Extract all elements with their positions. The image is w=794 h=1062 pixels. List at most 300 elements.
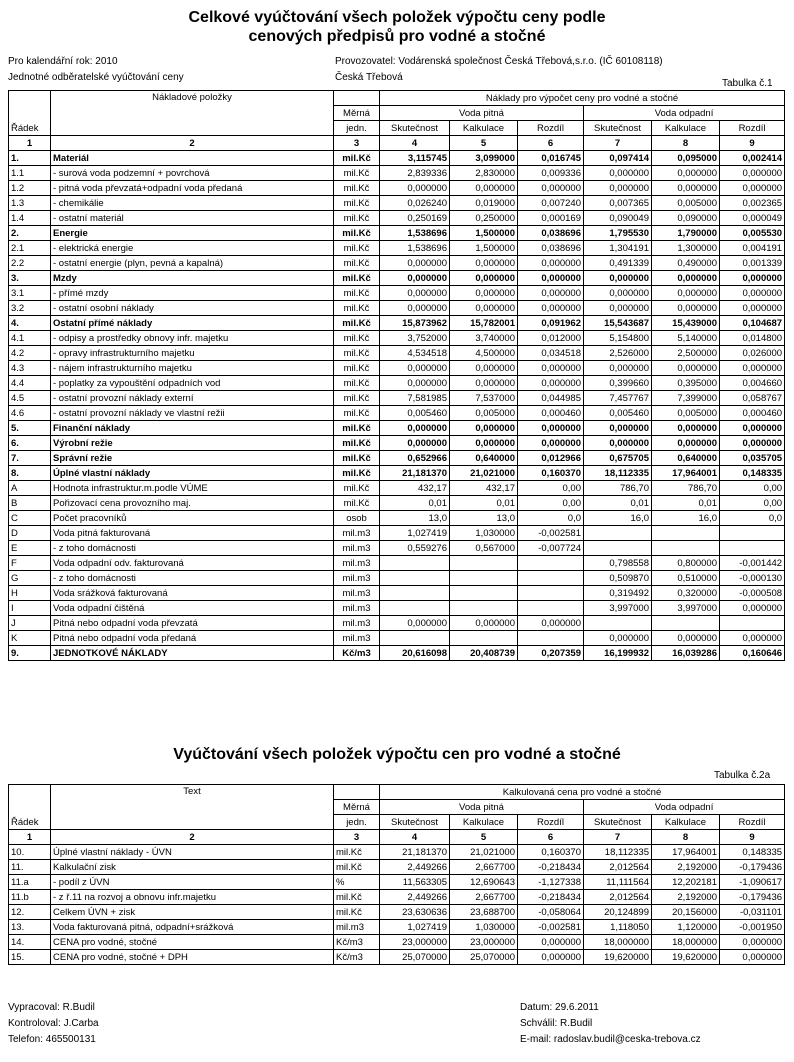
- table-cell: 7,399000: [652, 391, 720, 406]
- table-cell: 17,964001: [652, 845, 720, 860]
- table-cell: 9: [720, 830, 785, 845]
- table-cell: Skutečnost: [380, 121, 450, 136]
- table-cell: -0,002581: [518, 526, 584, 541]
- table-cell: 1: [9, 830, 51, 845]
- table-cell: Text: [51, 785, 334, 830]
- table-cell: 2.1: [9, 241, 51, 256]
- table-cell: 0,148335: [720, 466, 785, 481]
- table-cell: 6: [518, 830, 584, 845]
- table-cell: 0,160370: [518, 845, 584, 860]
- table-cell: 1,300000: [652, 241, 720, 256]
- table-cell: [380, 631, 450, 646]
- table-cell: -0,001950: [720, 920, 785, 935]
- table-cell: -0,058064: [518, 905, 584, 920]
- table-cell: 14.: [9, 935, 51, 950]
- table-cell: 0,250169: [380, 211, 450, 226]
- table-cell: 4,534518: [380, 346, 450, 361]
- table-cell: G: [9, 571, 51, 586]
- table-cell: Úplné vlastní náklady: [51, 466, 334, 481]
- table-cell: 0,000000: [652, 286, 720, 301]
- table-cell: - ostatní provozní náklady ve vlastní režii: [51, 406, 334, 421]
- table-cell: 4.1: [9, 331, 51, 346]
- table-cell: [450, 556, 518, 571]
- table-cell: 0,000000: [652, 361, 720, 376]
- table-cell: 18,112335: [584, 845, 652, 860]
- table-cell: 0,000000: [380, 421, 450, 436]
- table-row: [9, 286, 785, 301]
- table-cell: 0,104687: [720, 316, 785, 331]
- table-cell: 2,449266: [380, 860, 450, 875]
- table-cell: - ostatní osobní náklady: [51, 301, 334, 316]
- table-cell: 786,70: [584, 481, 652, 496]
- table-row: [9, 631, 785, 646]
- table-cell: 16,039286: [652, 646, 720, 661]
- table-cell: 0,000000: [380, 271, 450, 286]
- table-cell: 8: [652, 830, 720, 845]
- table-cell: 4.4: [9, 376, 51, 391]
- table-cell: 0,002414: [720, 151, 785, 166]
- email: E-mail: radoslav.budil@ceska-trebova.cz: [520, 1034, 701, 1045]
- footer-right: [520, 1000, 701, 1048]
- table-cell: 0,000000: [380, 436, 450, 451]
- table-cell: 9: [720, 136, 785, 151]
- table-cell: 0,038696: [518, 226, 584, 241]
- table-cell: 0,000000: [652, 631, 720, 646]
- table-cell: 0,019000: [450, 196, 518, 211]
- table-cell: -0,000508: [720, 586, 785, 601]
- approved-by: Schválil: R.Budil: [520, 1018, 593, 1029]
- table-cell: -0,001442: [720, 556, 785, 571]
- table-row: [9, 211, 785, 226]
- table-cell: Kalkulace: [450, 815, 518, 830]
- phone: Telefon: 465500131: [8, 1034, 96, 1045]
- table-cell: 3: [334, 136, 380, 151]
- table-cell: 0,034518: [518, 346, 584, 361]
- table-cell: mil.m3: [334, 920, 380, 935]
- table-cell: 1,030000: [450, 920, 518, 935]
- table-row: [9, 875, 785, 890]
- table-cell: 1.3: [9, 196, 51, 211]
- table-cell: 0,000000: [450, 421, 518, 436]
- table-cell: Kalkulovaná cena pro vodné a stočné: [380, 785, 785, 800]
- table-cell: 16,199932: [584, 646, 652, 661]
- table-row: [9, 256, 785, 271]
- table-cell: - podíl z ÚVN: [51, 875, 334, 890]
- table-cell: 0,000000: [720, 950, 785, 965]
- table-cell: mil.Kč: [334, 361, 380, 376]
- table-cell: 2,449266: [380, 890, 450, 905]
- table-cell: 3,752000: [380, 331, 450, 346]
- table-row: [9, 151, 785, 166]
- city-label: Česká Třebová: [335, 72, 403, 83]
- table-cell: 2,192000: [652, 860, 720, 875]
- table-cell: 5,140000: [652, 331, 720, 346]
- table-cell: 0,207359: [518, 646, 584, 661]
- table-cell: 4: [380, 136, 450, 151]
- table-cell: 0,000000: [450, 361, 518, 376]
- table-cell: 19,620000: [584, 950, 652, 965]
- table-cell: Výrobní režie: [51, 436, 334, 451]
- table-cell: -1,127338: [518, 875, 584, 890]
- table-cell: 0,01: [450, 496, 518, 511]
- table-cell: mil.Kč: [334, 845, 380, 860]
- table-cell: Rozdíl: [720, 121, 785, 136]
- billing-unit-label: Jednotné odběratelské vyúčtování ceny: [8, 72, 184, 83]
- table-cell: Pitná nebo odpadní voda převzatá: [51, 616, 334, 631]
- table-cell: [450, 631, 518, 646]
- table-cell: 0,000000: [518, 361, 584, 376]
- table-cell: 0,000000: [720, 421, 785, 436]
- table-cell: 1,030000: [450, 526, 518, 541]
- table-cell: 0,000000: [380, 361, 450, 376]
- table-cell: 0,000000: [518, 421, 584, 436]
- table-cell: 25,070000: [450, 950, 518, 965]
- table-cell: 20,408739: [450, 646, 518, 661]
- table-cell: 2.: [9, 226, 51, 241]
- table-cell: 1,500000: [450, 226, 518, 241]
- table-cell: Kalkulace: [652, 815, 720, 830]
- table-cell: mil.Kč: [334, 421, 380, 436]
- table-cell: 2,830000: [450, 166, 518, 181]
- table-cell: 0,000000: [720, 166, 785, 181]
- table-cell: Skutečnost: [584, 121, 652, 136]
- table-cell: 1,304191: [584, 241, 652, 256]
- table-cell: I: [9, 601, 51, 616]
- table-cell: 23,688700: [450, 905, 518, 920]
- table-cell: 0,000000: [380, 616, 450, 631]
- table-row: [9, 935, 785, 950]
- table-cell: CENA pro vodné, stočné: [51, 935, 334, 950]
- table-cell: 0,320000: [652, 586, 720, 601]
- table-cell: Voda odpadní čištěná: [51, 601, 334, 616]
- table-cell: Voda pitná: [380, 800, 584, 815]
- table-cell: 0,000000: [450, 301, 518, 316]
- table-cell: 1.1: [9, 166, 51, 181]
- table-row: [9, 406, 785, 421]
- table-cell: 0,000000: [450, 256, 518, 271]
- table-cell: mil.m3: [334, 556, 380, 571]
- table-cell: 0,035705: [720, 451, 785, 466]
- table-cell: 0,640000: [652, 451, 720, 466]
- table-cell: 1,795530: [584, 226, 652, 241]
- table-cell: 7: [584, 136, 652, 151]
- table-cell: 0,090000: [652, 211, 720, 226]
- table-cell: 15,543687: [584, 316, 652, 331]
- table-cell: 20,616098: [380, 646, 450, 661]
- table-cell: mil.Kč: [334, 406, 380, 421]
- table-cell: - z toho domácnosti: [51, 541, 334, 556]
- table-cell: Ostatní přímé náklady: [51, 316, 334, 331]
- table-cell: E: [9, 541, 51, 556]
- table-cell: 0,000000: [518, 286, 584, 301]
- table-cell: 0,000000: [518, 935, 584, 950]
- table-cell: -0,007724: [518, 541, 584, 556]
- table-cell: 1,538696: [380, 226, 450, 241]
- table-cell: 0,000000: [518, 271, 584, 286]
- table-row: [9, 646, 785, 661]
- table-cell: -0,000130: [720, 571, 785, 586]
- table-cell: Správní režie: [51, 451, 334, 466]
- table-cell: 0,000000: [652, 421, 720, 436]
- table-cell: 25,070000: [380, 950, 450, 965]
- table-cell: 2,667700: [450, 890, 518, 905]
- table-cell: mil.Kč: [334, 391, 380, 406]
- table-cell: C: [9, 511, 51, 526]
- table-cell: 13,0: [380, 511, 450, 526]
- table-cell: 21,021000: [450, 466, 518, 481]
- table-cell: 4.6: [9, 406, 51, 421]
- table-cell: 0,001339: [720, 256, 785, 271]
- table-cell: 6: [518, 136, 584, 151]
- title-line-1: Celkové vyúčtování všech položek výpočtu ceny podle: [188, 9, 606, 26]
- table-cell: -0,179436: [720, 860, 785, 875]
- table-row: [9, 481, 785, 496]
- table-cell: [334, 91, 380, 106]
- table-cell: 0,026240: [380, 196, 450, 211]
- table-cell: 0,567000: [450, 541, 518, 556]
- table-cell: mil.m3: [334, 601, 380, 616]
- table-cell: [720, 616, 785, 631]
- table-cell: Voda odpadní: [584, 800, 785, 815]
- table-cell: 15,873962: [380, 316, 450, 331]
- table-cell: 0,002365: [720, 196, 785, 211]
- table-row: [9, 331, 785, 346]
- table-cell: 0,000000: [720, 436, 785, 451]
- table2-label: Tabulka č.2a: [714, 770, 771, 781]
- table-row: [9, 436, 785, 451]
- table-cell: mil.Kč: [334, 241, 380, 256]
- table-row: [9, 466, 785, 481]
- table-cell: 0,004191: [720, 241, 785, 256]
- table-cell: 432,17: [380, 481, 450, 496]
- table-cell: [518, 601, 584, 616]
- table-cell: 13,0: [450, 511, 518, 526]
- table-cell: 2,012564: [584, 890, 652, 905]
- table-cell: Kč/m3: [334, 646, 380, 661]
- table-cell: mil.m3: [334, 616, 380, 631]
- table-row: [9, 166, 785, 181]
- table-cell: 18,000000: [584, 935, 652, 950]
- table-cell: 15.: [9, 950, 51, 965]
- table-cell: 3.: [9, 271, 51, 286]
- table1-label: Tabulka č.1: [722, 78, 773, 89]
- table-cell: mil.Kč: [334, 376, 380, 391]
- table-row: [9, 556, 785, 571]
- table-cell: Měrná: [334, 106, 380, 121]
- table-cell: [652, 541, 720, 556]
- table-cell: 21,021000: [450, 845, 518, 860]
- table-cell: - nájem infrastrukturního majetku: [51, 361, 334, 376]
- table-cell: 15,782001: [450, 316, 518, 331]
- table-cell: Kalkulace: [652, 121, 720, 136]
- table-row: [9, 196, 785, 211]
- table-cell: 432,17: [450, 481, 518, 496]
- table-cell: Skutečnost: [380, 815, 450, 830]
- table-cell: 1,500000: [450, 241, 518, 256]
- table-cell: 0,000000: [518, 181, 584, 196]
- table-cell: 1,790000: [652, 226, 720, 241]
- table-cell: mil.Kč: [334, 481, 380, 496]
- table-cell: 8.: [9, 466, 51, 481]
- table-cell: Náklady pro výpočet ceny pro vodné a stočné: [380, 91, 785, 106]
- table-cell: Voda odpadní odv. fakturovaná: [51, 556, 334, 571]
- table-cell: mil.Kč: [334, 286, 380, 301]
- table-cell: 0,026000: [720, 346, 785, 361]
- table-cell: 0,000000: [584, 166, 652, 181]
- table-row: [9, 226, 785, 241]
- header-row: [9, 785, 785, 800]
- table2-title: Vyúčtování všech položek výpočtu cen pro vodné a stočné: [173, 746, 621, 763]
- table-cell: Kč/m3: [334, 935, 380, 950]
- table-cell: 2,839336: [380, 166, 450, 181]
- table-cell: [720, 526, 785, 541]
- table-cell: 16,0: [652, 511, 720, 526]
- table-cell: 0,319492: [584, 586, 652, 601]
- table-cell: 2,192000: [652, 890, 720, 905]
- table-cell: 0,798558: [584, 556, 652, 571]
- table-cell: 0,0: [518, 511, 584, 526]
- table-cell: -0,002581: [518, 920, 584, 935]
- table-cell: 0,000000: [380, 301, 450, 316]
- table-cell: Energie: [51, 226, 334, 241]
- table-cell: -1,090617: [720, 875, 785, 890]
- table-cell: 0,000000: [652, 301, 720, 316]
- table-cell: 0,000460: [720, 406, 785, 421]
- table-cell: CENA pro vodné, stočné + DPH: [51, 950, 334, 965]
- table-row: [9, 601, 785, 616]
- table-cell: 0,490000: [652, 256, 720, 271]
- table-cell: 0,01: [380, 496, 450, 511]
- table-cell: 0,00: [720, 481, 785, 496]
- table-cell: - elektrická energie: [51, 241, 334, 256]
- table-cell: H: [9, 586, 51, 601]
- table-cell: Kč/m3: [334, 950, 380, 965]
- table-cell: 0,091962: [518, 316, 584, 331]
- table-cell: A: [9, 481, 51, 496]
- table-cell: 0,005460: [380, 406, 450, 421]
- table-cell: 19,620000: [652, 950, 720, 965]
- table-cell: 0,250000: [450, 211, 518, 226]
- table-cell: J: [9, 616, 51, 631]
- table-cell: Řádek: [9, 785, 51, 830]
- table-cell: - odpisy a prostředky obnovy infr. majetku: [51, 331, 334, 346]
- table-cell: 0,000000: [720, 286, 785, 301]
- table-cell: 1.: [9, 151, 51, 166]
- table-cell: 7,457767: [584, 391, 652, 406]
- table-cell: 0,000000: [652, 271, 720, 286]
- table-cell: Řádek: [9, 91, 51, 136]
- table-row: [9, 950, 785, 965]
- table-row: [9, 920, 785, 935]
- table-cell: 2,526000: [584, 346, 652, 361]
- table-cell: 1,118050: [584, 920, 652, 935]
- cost-table: [8, 90, 785, 661]
- table-cell: mil.Kč: [334, 890, 380, 905]
- table-cell: - surová voda podzemní + povrchová: [51, 166, 334, 181]
- table-cell: 5: [450, 830, 518, 845]
- table-cell: - ostatní provozní náklady externí: [51, 391, 334, 406]
- table-cell: Voda odpadní: [584, 106, 785, 121]
- table-cell: Kalkulace: [450, 121, 518, 136]
- table-cell: [584, 526, 652, 541]
- table-cell: Rozdíl: [720, 815, 785, 830]
- table-cell: 1.4: [9, 211, 51, 226]
- table-cell: 12.: [9, 905, 51, 920]
- table-cell: mil.Kč: [334, 346, 380, 361]
- table-cell: 7: [584, 830, 652, 845]
- table-cell: D: [9, 526, 51, 541]
- table-cell: 0,009336: [518, 166, 584, 181]
- table-cell: 10.: [9, 845, 51, 860]
- table-cell: 0,000000: [584, 436, 652, 451]
- table-cell: 3,997000: [584, 601, 652, 616]
- table-cell: mil.m3: [334, 541, 380, 556]
- table-cell: Hodnota infrastruktur.m.podle VÚME: [51, 481, 334, 496]
- table-cell: 11,563305: [380, 875, 450, 890]
- table-cell: 0,000000: [380, 286, 450, 301]
- table-cell: 23,000000: [450, 935, 518, 950]
- table-cell: 0,160646: [720, 646, 785, 661]
- table-cell: 0,000000: [518, 950, 584, 965]
- table-cell: 18,000000: [652, 935, 720, 950]
- table-cell: - opravy infrastrukturního majetku: [51, 346, 334, 361]
- table-cell: 0,000000: [720, 361, 785, 376]
- table-cell: -0,218434: [518, 890, 584, 905]
- table-cell: 0,000000: [380, 181, 450, 196]
- table-cell: 0,007240: [518, 196, 584, 211]
- table-cell: 12,690643: [450, 875, 518, 890]
- table-cell: 0,005000: [652, 196, 720, 211]
- table-cell: mil.Kč: [334, 211, 380, 226]
- table-row: [9, 241, 785, 256]
- table-cell: 0,000000: [450, 376, 518, 391]
- table-cell: 7,537000: [450, 391, 518, 406]
- table-cell: Pitná nebo odpadní voda předaná: [51, 631, 334, 646]
- table-cell: Celkem ÚVN + zisk: [51, 905, 334, 920]
- table-cell: mil.Kč: [334, 151, 380, 166]
- table-cell: 2,667700: [450, 860, 518, 875]
- table-cell: mil.Kč: [334, 316, 380, 331]
- table-cell: 0,007365: [584, 196, 652, 211]
- table-cell: 0,399660: [584, 376, 652, 391]
- table-cell: 0,000000: [584, 421, 652, 436]
- table-cell: [652, 526, 720, 541]
- table-cell: mil.Kč: [334, 301, 380, 316]
- table-cell: 3,099000: [450, 151, 518, 166]
- table-cell: 8: [652, 136, 720, 151]
- table-cell: 0,148335: [720, 845, 785, 860]
- table-cell: mil.Kč: [334, 436, 380, 451]
- table-cell: 11.a: [9, 875, 51, 890]
- table-cell: 3,115745: [380, 151, 450, 166]
- table-cell: mil.Kč: [334, 256, 380, 271]
- table-cell: 0,395000: [652, 376, 720, 391]
- table-cell: [518, 556, 584, 571]
- table-row: [9, 271, 785, 286]
- table-cell: 4.3: [9, 361, 51, 376]
- table-cell: 0,090049: [584, 211, 652, 226]
- table-cell: 20,124899: [584, 905, 652, 920]
- table-cell: F: [9, 556, 51, 571]
- checked-by: Kontroloval: J.Carba: [8, 1018, 99, 1029]
- table-cell: 0,000000: [450, 271, 518, 286]
- table-cell: Voda fakturovaná pitná, odpadní+srážková: [51, 920, 334, 935]
- table-row: [9, 451, 785, 466]
- table-cell: 0,058767: [720, 391, 785, 406]
- table-cell: - ostatní materiál: [51, 211, 334, 226]
- table-cell: - pitná voda převzatá+odpadní voda předaná: [51, 181, 334, 196]
- table-cell: Úplné vlastní náklady - ÚVN: [51, 845, 334, 860]
